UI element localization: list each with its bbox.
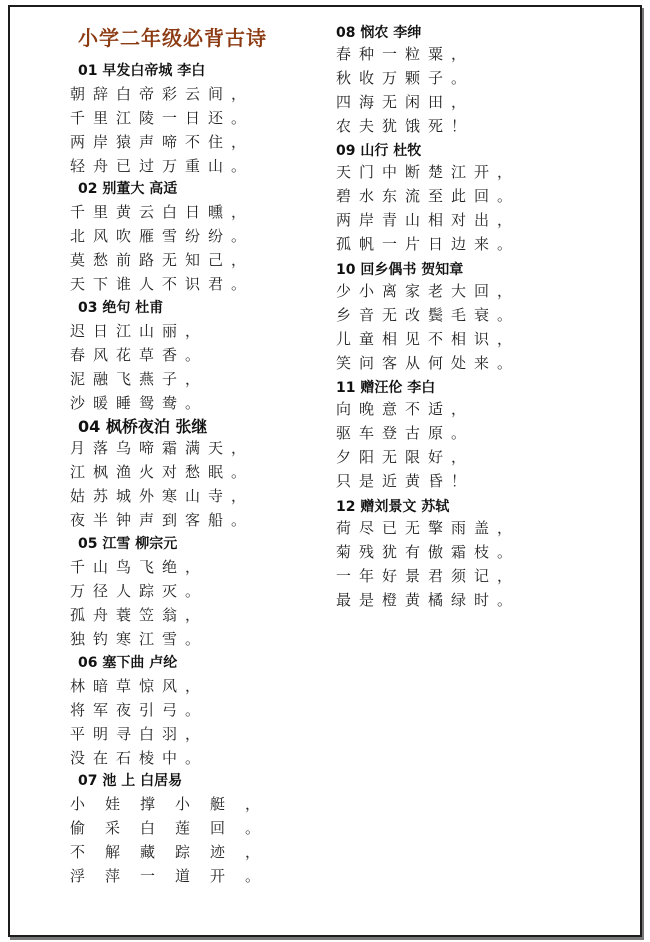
poem-line: 迟日江山丽， — [70, 322, 209, 340]
poem-line: 浮萍一道开。 — [70, 867, 281, 885]
poem-line: 少小离家老大回， — [336, 282, 521, 300]
poem-heading: 09 山行 杜牧 — [336, 143, 422, 159]
poem-line: 北风吹雁雪纷纷。 — [70, 227, 255, 245]
poem-line: 沙暖睡鸳鸯。 — [70, 394, 209, 412]
poem-heading: 08 悯农 李绅 — [336, 25, 422, 41]
poem-line: 两岸青山相对出， — [336, 211, 521, 229]
poem-line: 天下谁人不识君。 — [70, 275, 255, 293]
poem-line: 朝辞白帝彩云间， — [70, 85, 255, 103]
poem-line: 偷采白莲回。 — [70, 819, 281, 837]
poem-line: 千里江陵一日还。 — [70, 109, 255, 127]
poem-line: 泥融飞燕子， — [70, 370, 209, 388]
poem-line: 秋收万颗子。 — [336, 69, 475, 87]
poem-heading: 01 早发白帝城 李白 — [78, 63, 206, 79]
poem-line: 菊残犹有傲霜枝。 — [336, 543, 521, 561]
poem-line: 将军夜引弓。 — [70, 701, 209, 719]
poem-heading: 07 池 上 白居易 — [78, 773, 183, 789]
poem-line: 没在石棱中。 — [70, 749, 209, 767]
poem-line: 碧水东流至此回。 — [336, 187, 521, 205]
poem-line: 林暗草惊风， — [70, 677, 209, 695]
poem-line: 小娃撑小艇， — [70, 795, 281, 813]
poem-line: 一年好景君须记， — [336, 567, 521, 585]
poem-line: 只是近黄昏！ — [336, 472, 475, 490]
poem-line: 轻舟已过万重山。 — [70, 157, 255, 175]
poem-line: 孤舟蓑笠翁， — [70, 606, 209, 624]
poem-line: 最是橙黄橘绿时。 — [336, 591, 521, 609]
poem-line: 江枫渔火对愁眠。 — [70, 463, 255, 481]
poem-line: 儿童相见不相识， — [336, 330, 521, 348]
poem-heading: 10 回乡偶书 贺知章 — [336, 262, 464, 278]
poem-line: 两岸猿声啼不住， — [70, 133, 255, 151]
poem-heading: 04 枫桥夜泊 张继 — [78, 417, 208, 436]
poem-line: 荷尽已无擎雨盖， — [336, 519, 521, 537]
poem-line: 农夫犹饿死！ — [336, 117, 475, 135]
poem-line: 独钓寒江雪。 — [70, 630, 209, 648]
poem-line: 春风花草香。 — [70, 346, 209, 364]
poem-line: 莫愁前路无知己， — [70, 251, 255, 269]
poem-line: 姑苏城外寒山寺， — [70, 487, 255, 505]
poem-line: 不解藏踪迹， — [70, 843, 281, 861]
poem-line: 万径人踪灭。 — [70, 582, 209, 600]
poem-heading: 06 塞下曲 卢纶 — [78, 655, 178, 671]
poem-line: 乡音无改鬓毛衰。 — [336, 306, 521, 324]
poem-heading: 12 赠刘景文 苏轼 — [336, 499, 450, 515]
poem-line: 夕阳无限好， — [336, 448, 475, 466]
page-title: 小学二年级必背古诗 — [78, 26, 267, 50]
poem-heading: 02 别董大 高适 — [78, 181, 178, 197]
poem-line: 千里黄云白日曛， — [70, 203, 255, 221]
poem-heading: 05 江雪 柳宗元 — [78, 536, 178, 552]
poem-heading: 03 绝句 杜甫 — [78, 300, 164, 316]
poem-line: 夜半钟声到客船。 — [70, 511, 255, 529]
poem-line: 千山鸟飞绝， — [70, 558, 209, 576]
poem-line: 孤帆一片日边来。 — [336, 235, 521, 253]
poem-line: 月落乌啼霜满天， — [70, 439, 255, 457]
poem-line: 笑问客从何处来。 — [336, 354, 521, 372]
poem-line: 向晚意不适， — [336, 400, 475, 418]
poem-line: 天门中断楚江开， — [336, 163, 521, 181]
poem-heading: 11 赠汪伦 李白 — [336, 380, 436, 396]
poem-line: 春种一粒粟， — [336, 45, 475, 63]
poem-line: 驱车登古原。 — [336, 424, 475, 442]
poem-line: 四海无闲田， — [336, 93, 475, 111]
poem-line: 平明寻白羽， — [70, 725, 209, 743]
